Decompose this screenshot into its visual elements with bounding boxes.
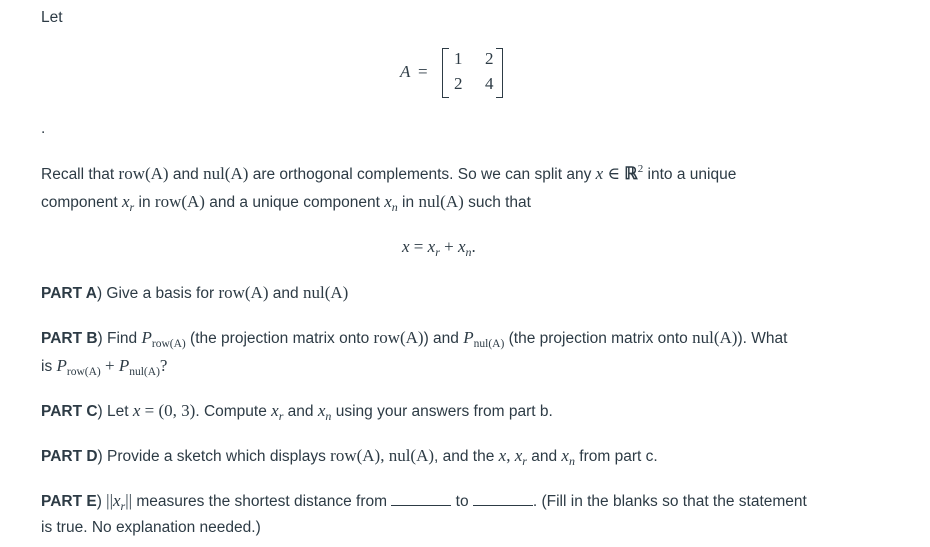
decomposition-equation: $x = x_r + x_n$. bbox=[402, 237, 476, 259]
part-d: PART D) Provide a sketch which displays row(A), nul(A), and the x, $x_r$ and $x_n$ from part c. bbox=[41, 446, 658, 468]
matrix-cell: 4 bbox=[485, 74, 494, 93]
part-e-line-1: PART E) $||x_r||$ measures the shortest distance from to . (Fill in the blanks so that the statement bbox=[41, 491, 807, 513]
part-a: PART A) Give a basis for row(A) and nul(A) bbox=[41, 283, 349, 302]
part-b-line-1: PART B) Find $P_{row(A)}$ (the projection matrix onto row(A)) and $P_{nul(A)}$ (the projection matrix onto nul(A)). What bbox=[41, 328, 788, 350]
recall-line-1: Recall that row(A) and nul(A) are orthogonal complements. So we can split any x ∈ ℝ$^2$ into a unique bbox=[41, 163, 737, 183]
stray-dot: . bbox=[41, 120, 46, 137]
part-c: PART C) Let x = (0, 3). Compute $x_r$ and $x_n$ using your answers from part b. bbox=[41, 401, 553, 423]
matrix-name: A bbox=[400, 62, 411, 81]
matrix-right-bracket bbox=[496, 48, 503, 98]
part-b-line-2: is $P_{row(A)} + P_{nul(A)}$? bbox=[41, 356, 168, 378]
matrix-equals: = bbox=[418, 62, 428, 81]
recall-line-2: component $x_r$ in row(A) and a unique component $x_n$ in nul(A) such that bbox=[41, 192, 531, 214]
blank-from[interactable] bbox=[391, 493, 451, 506]
matrix-a bbox=[400, 46, 520, 102]
matrix-left-bracket bbox=[442, 48, 449, 98]
matrix-cell: 2 bbox=[454, 74, 463, 93]
part-e-line-2: is true. No explanation needed.) bbox=[41, 519, 261, 536]
matrix-cell: 1 bbox=[454, 49, 463, 68]
matrix-cell: 2 bbox=[485, 49, 494, 68]
intro-text: Let bbox=[41, 9, 63, 26]
blank-to[interactable] bbox=[473, 493, 533, 506]
